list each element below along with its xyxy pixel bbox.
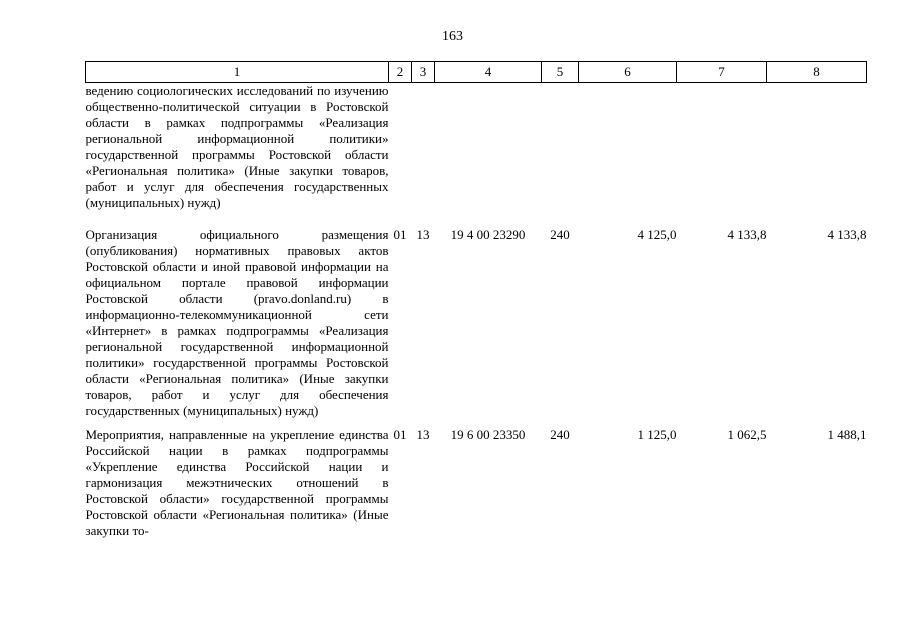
row-expense-type	[542, 83, 579, 220]
row-subsection: 13	[416, 227, 430, 242]
table-header	[86, 62, 867, 83]
row-target-article: 19 6 00 23350	[450, 427, 526, 442]
row-target-article: 19 4 00 23290	[450, 227, 526, 242]
row-section: 01	[393, 427, 407, 442]
row-amount-year-1: 4 125,0	[637, 227, 677, 242]
header-col-3: 3	[412, 62, 435, 83]
row-amount-year-3	[767, 83, 867, 220]
row-subsection	[412, 83, 435, 220]
row-amount-year-2: 1 062,5	[727, 427, 767, 442]
header-col-2: 2	[389, 62, 412, 83]
row-subsection: 13	[416, 427, 430, 442]
table-row	[86, 419, 867, 539]
header-col-8: 8	[767, 62, 867, 83]
header-col-4: 4	[435, 62, 542, 83]
row-description: Организация официального размещения (опубликования) нормативных правовых актов Ростовской области и иной правовой информации на официальном портале правовой информации Ростовской области (pravo.donland.ru) в информационно-телекоммуникационной сети «Интернет» в рамках подпрограммы «Реализация региональной государственной информационной политики» государственной программы Ростовской области «Региональная политика» (Иные закупки товаров, работ и услуг для обеспечения государственных (муниципальных) нужд)	[85, 227, 389, 418]
row-amount-year-3: 4 133,8	[827, 227, 867, 242]
header-col-7: 7	[677, 62, 767, 83]
header-col-5: 5	[542, 62, 579, 83]
row-amount-year-2	[677, 83, 767, 220]
row-description: ведению социологических исследований по изучению общественно-политической ситуации в Ростовской области в рамках подпрограммы «Реализация региональной информационной политики» государственной программы Ростовской области «Региональная политика» (Иные закупки товаров, работ и услуг для обеспечения государственных (муниципальных) нужд)	[85, 83, 389, 210]
row-target-article	[435, 83, 542, 220]
row-amount-year-2: 4 133,8	[727, 227, 767, 242]
budget-table	[85, 61, 867, 539]
table-row	[86, 83, 867, 220]
row-section: 01	[393, 227, 407, 242]
row-amount-year-1	[579, 83, 677, 220]
table-body	[86, 83, 867, 540]
header-row	[86, 62, 867, 83]
row-description: Мероприятия, направленные на укрепление единства Российской нации в рамках подпрограммы «Укрепление единства Российской нации и гармонизация межэтнических отношений в Ростовской области» государственной программы Ростовской области «Региональная политика» (Иные закупки то-	[85, 427, 389, 538]
row-section	[389, 83, 412, 220]
header-col-1: 1	[86, 62, 389, 83]
table-row	[86, 219, 867, 419]
row-amount-year-1: 1 125,0	[637, 427, 677, 442]
page-number: 163	[442, 29, 463, 44]
row-amount-year-3: 1 488,1	[827, 427, 867, 442]
row-expense-type: 240	[550, 427, 570, 442]
header-col-6: 6	[579, 62, 677, 83]
row-expense-type: 240	[550, 227, 570, 242]
